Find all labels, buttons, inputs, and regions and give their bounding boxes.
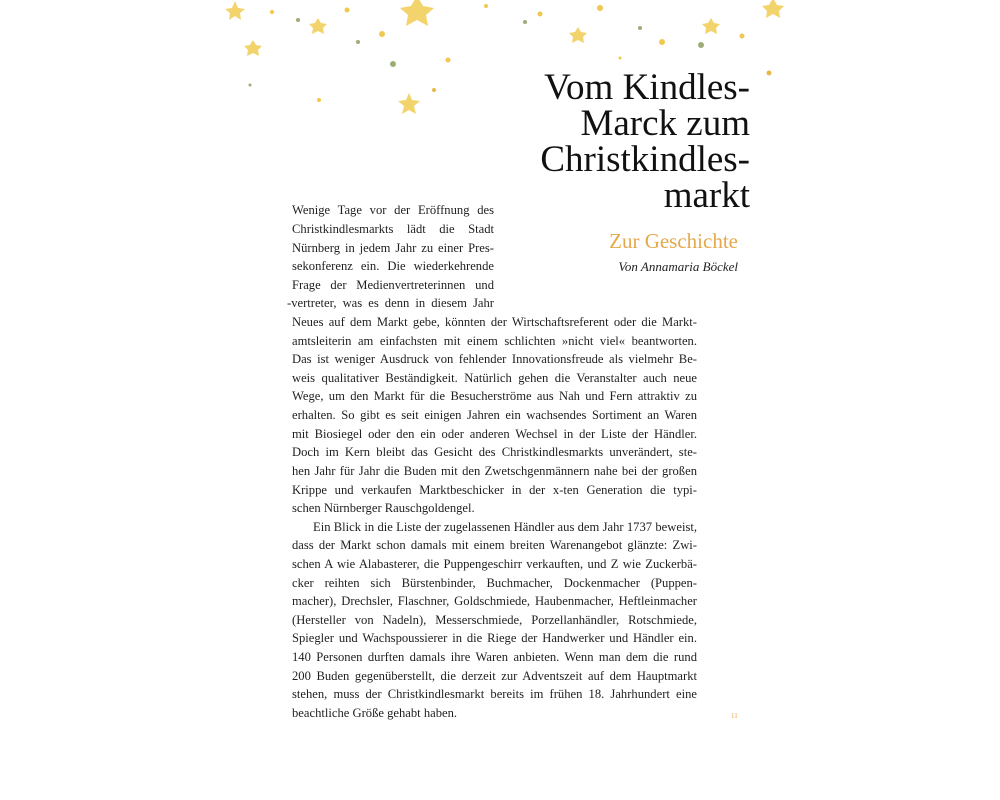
star-icon — [400, 0, 434, 26]
dot-icon — [619, 57, 622, 60]
text-line: hen Jahr für Jahr die Buden mit den Zwetschgenmännern nahe bei der großen — [292, 464, 697, 478]
text-line: sekonferenz ein. Die wiederkehrende — [292, 259, 494, 273]
star-icon — [762, 0, 784, 18]
text-line: Ein Blick in die Liste der zugelassenen Händler aus dem Jahr 1737 beweist, — [313, 520, 697, 534]
text-line: macher), Drechsler, Flaschner, Goldschmiede, Haubenmacher, Heftleinmacher — [292, 594, 697, 608]
star-icon — [225, 1, 245, 20]
text-line: dass der Markt schon damals mit einem breiten Warenangebot glänzte: Zwi- — [292, 538, 697, 552]
author-byline: Von Annamaria Böckel — [618, 259, 738, 274]
dot-icon — [379, 31, 385, 37]
title-line: Christkindles- — [540, 139, 750, 180]
text-line: Wenige Tage vor der Eröffnung des — [292, 203, 494, 217]
star-icon — [702, 18, 720, 34]
text-line: 200 Buden gegenüberstellt, die derzeit zur Adventszeit auf dem Hauptmarkt — [292, 669, 697, 683]
text-line: Das ist weniger Ausdruck von fehlender Innovationsfreude als vielmehr Be- — [292, 352, 697, 366]
text-line: Krippe und verkaufen Marktbeschicker in der x-ten Generation die typi- — [292, 483, 697, 497]
text-line: Nürnberg in jedem Jahr zu einer Pres- — [292, 241, 494, 255]
page-number: 11 — [731, 712, 738, 720]
text-line: mit Biosiegel oder den ein oder anderen Wechsel in der Liste der Händler. — [292, 427, 697, 441]
page-title — [430, 67, 750, 216]
dot-icon — [356, 40, 360, 44]
dot-icon — [538, 12, 543, 17]
text-line: Neues auf dem Markt gebe, könnten der Wirtschaftsreferent oder die Markt- — [292, 315, 697, 329]
star-icon — [309, 18, 327, 34]
text-line: 140 Personen durften damals ihre Waren anbieten. Wenn man dem die rund — [292, 650, 697, 664]
dot-icon — [446, 58, 451, 63]
text-line: weis qualitativer Beständigkeit. Natürlich gehen die Veranstalter auch neue — [292, 371, 697, 385]
dot-icon — [767, 71, 772, 76]
title-line: markt — [663, 175, 750, 216]
text-line: cker reihten sich Bürstenbinder, Buchmacher, Dockenmacher (Puppen- — [292, 576, 697, 590]
text-line: Spiegler und Wachspoussierer in die Riege der Handwerker und Händler ein. — [292, 631, 697, 645]
dot-icon — [597, 5, 603, 11]
text-line: beachtliche Größe gehabt haben. — [292, 706, 458, 720]
title-line: Marck zum — [580, 103, 750, 144]
text-line: -vertreter, was es denn in diesem Jahr — [287, 296, 494, 310]
dot-icon — [249, 84, 252, 87]
dot-icon — [740, 34, 745, 39]
star-icon — [569, 27, 587, 43]
text-line: amtsleiterin am einfachsten mit einem schlichten »nicht viel« beantworten. — [292, 334, 697, 348]
text-line: Wege, um den Markt für die Besucherströme aus Nah und Fern attraktiv zu — [292, 389, 697, 403]
star-icon — [244, 40, 262, 56]
dot-icon — [484, 4, 488, 8]
text-line: schen A wie Alabasterer, die Puppengeschirr verkauften, und Z wie Zuckerbä- — [292, 557, 697, 571]
dot-icon — [270, 10, 274, 14]
dot-icon — [390, 61, 396, 67]
dot-icon — [698, 42, 704, 48]
dot-icon — [638, 26, 642, 30]
text-line: Christkindlesmarkts lädt die Stadt — [292, 222, 494, 236]
dot-icon — [317, 98, 321, 102]
dot-icon — [296, 18, 300, 22]
title-line: Vom Kindles- — [544, 67, 750, 108]
dot-icon — [345, 8, 350, 13]
text-line: schen Nürnberger Rauschgoldengel. — [292, 501, 475, 515]
text-line: erhalten. So gibt es seit einigen Jahren ein wachsendes Sortiment an Waren — [292, 408, 697, 422]
text-line: Frage der Medienvertreterinnen und — [292, 278, 494, 292]
dot-icon — [523, 20, 527, 24]
subtitle: Zur Geschichte — [609, 229, 738, 253]
text-line: stehen, muss der Christkindlesmarkt bereits im frühen 18. Jahrhundert eine — [292, 687, 697, 701]
text-line: Doch im Kern bleibt das Gesicht des Christkindlesmarkts unverändert, ste- — [292, 445, 697, 459]
dot-icon — [659, 39, 665, 45]
star-icon — [398, 93, 420, 114]
text-line: (Hersteller von Nadeln), Messerschmiede, Porzellanhändler, Rotschmiede, — [292, 613, 697, 627]
